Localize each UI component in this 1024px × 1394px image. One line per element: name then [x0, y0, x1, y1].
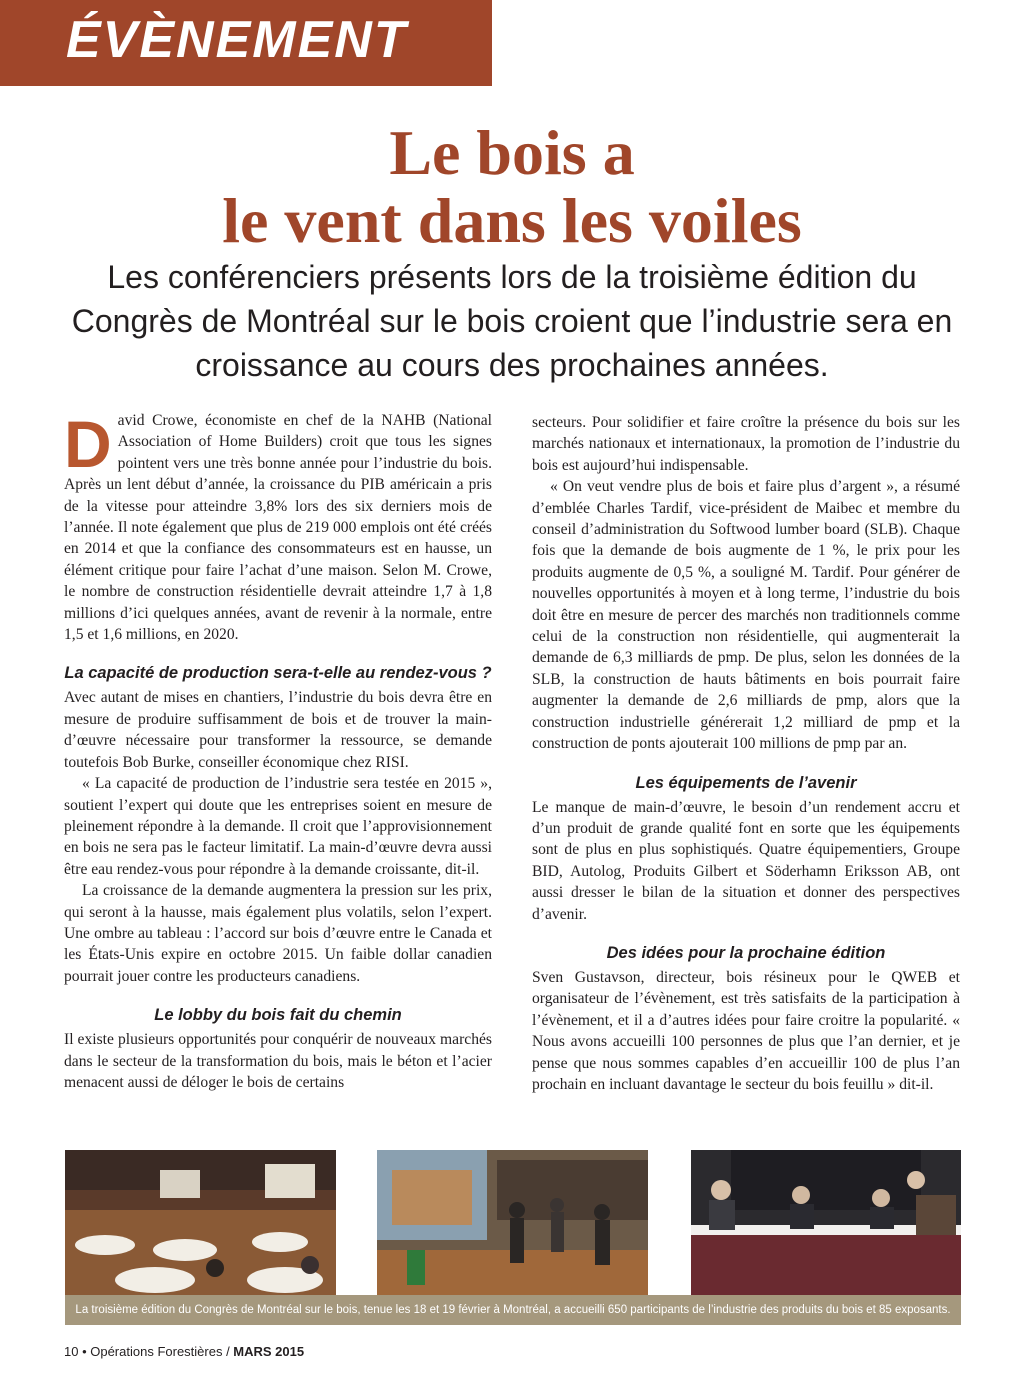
subheading-lobby: Le lobby du bois fait du chemin: [154, 1006, 402, 1025]
article-title-line2: le vent dans les voiles: [222, 185, 802, 256]
paragraph: Le manque de main-d’œuvre, le besoin d’un rendement accru et d’un produit de grande qualité font en sorte que les équipements sont de plus en plus sophistiqués. Quatre équipementiers, Groupe BID, Autolog, Produits Gilbert et Söderhamn Eriksson AB, ont aussi dresser le bilan de la situation et donner des perspectives d’avenir.: [532, 798, 960, 923]
left-column: [64, 407, 492, 1093]
paragraph: « La capacité de production de l’industrie sera testée en 2015 », soutient l’expert qui doute que les entreprises soient en mesure de pleinement répondre à la demande. Il croit que l’approvisionnement en bois ne sera pas le facteur limitatif. La main-d’œuvre devra aussi être eau rendez-vous pour répondre à la demande croissante, dit-il.: [64, 775, 492, 878]
page-footer: [64, 1344, 304, 1359]
footer-issue: MARS 2015: [233, 1344, 305, 1359]
photo-caption: La troisième édition du Congrès de Montréal sur le bois, tenue les 18 et 19 février à Montréal, a accueilli 650 participants de l’industrie des produits du bois et 85 exposants.: [65, 1295, 961, 1325]
right-column: [532, 412, 960, 1095]
photo-strip: [65, 1150, 961, 1295]
subheading-production: La capacité de production sera-t-elle au rendez-vous ?: [64, 664, 492, 683]
paragraph: « On veut vendre plus de bois et faire plus d’argent », a résumé d’emblée Charles Tardif, vice-président de Maibec et membre du conseil d’administration du Softwood lumber board (SLB). Chaque fois que la demande de bois augmente de 1 %, le prix pour les produits augmente de 0,5 %, a souligné M. Tardif. Pour générer de nouvelles opportunités à moyen et à long terme, l’industrie du bois doit être en mesure de percer des marchés non traditionnels comme celui de la construction non résidentielle, qui augmenterait la demande de 6,3 milliards de pmp. De plus, selon les données de la SLB, la construction de hauts bâtiments en bois pourrait faire augmenter la demande de 2,6 milliards de pmp, alors que la construction industrielle générerait 1,2 milliard de pmp et la construction de ponts ajouterait 100 millions de pmp par an.: [532, 478, 960, 753]
paragraph: [64, 407, 492, 645]
section-banner: [0, 0, 492, 86]
drop-cap: D: [64, 407, 112, 481]
subheading-equipment: Les équipements de l’avenir: [635, 773, 857, 792]
paragraph-text: avid Crowe, économiste en chef de la NAHB (National Association of Home Builders) croit que tous les signes pointent vers une très bonne année pour l’industrie du bois. Après un lent début d’année, la croissance du PIB américain a pris de la vitesse pour atteindre 3,8% lors des six derniers mois de l’année. Il note également que plus de 219 000 emplois ont été créés en 2014 et que la confiance des consommateurs est en hausse, un élément critique pour faire l’achat d’une maison. Selon M. Crowe, le nombre de construction résidentielle devrait atteindre 1,7 à 1,8 millions d’ici quelques années, avant de revenir à la normale, entre 1,5 et 1,6 millions, en 2020.: [64, 412, 492, 644]
article-subtitle: Les conférenciers présents lors de la troisième édition du Congrès de Montréal sur le bois croient que l’industrie sera en croissance au cours des prochaines années.: [71, 259, 953, 383]
article-title-line1: Le bois a: [389, 117, 635, 188]
photo-exhibition-hall: [377, 1150, 648, 1295]
photo-speaker-panel: [691, 1150, 961, 1295]
paragraph: Il existe plusieurs opportunités pour conquérir de nouveaux marchés dans le secteur de la transformation du bois, mais le béton et l’acier menacent aussi de déloger le bois de certains: [64, 1031, 492, 1091]
subheading-next-edition: Des idées pour la prochaine édition: [606, 943, 886, 962]
section-label: ÉVÈNEMENT: [66, 11, 408, 69]
footer-page-info: 10 • Opérations Forestières /: [64, 1344, 234, 1359]
paragraph: secteurs. Pour solidifier et faire croître la présence du bois sur les marchés nationaux et internationaux, la promotion de l’industrie du bois est aujourd’hui indispensable.: [532, 414, 960, 474]
paragraph: Avec autant de mises en chantiers, l’industrie du bois devra être en mesure de produire suffisamment de bois et de trouver la main-d’œuvre nécessaire pour transformer la ressource, se demande toutefois Bob Burke, conseiller économique chez RISI.: [64, 689, 492, 771]
photo-conference-room: [65, 1150, 336, 1295]
paragraph: Sven Gustavson, directeur, bois résineux pour le QWEB et organisateur de l’évènement, est très satisfaits de la participation à l’évènement, et il a d’autres idées pour faire croitre la popularité. « Nous avons accueilli 100 personnes de plus que l’an dernier, et je pense que nous sommes capables d’en accueillir 100 de plus l’an prochain en incluant davantage le secteur du bois feuillu » dit-il.: [532, 968, 960, 1093]
paragraph: La croissance de la demande augmentera la pression sur les prix, qui seront à la hausse, mais également plus volatils, selon l’expert. Une ombre au tableau : l’accord sur bois d’œuvre entre le Canada et les États-Unis expire en octobre 2015. Un faible dollar canadien pourrait jouer contre les producteurs canadiens.: [64, 882, 492, 985]
